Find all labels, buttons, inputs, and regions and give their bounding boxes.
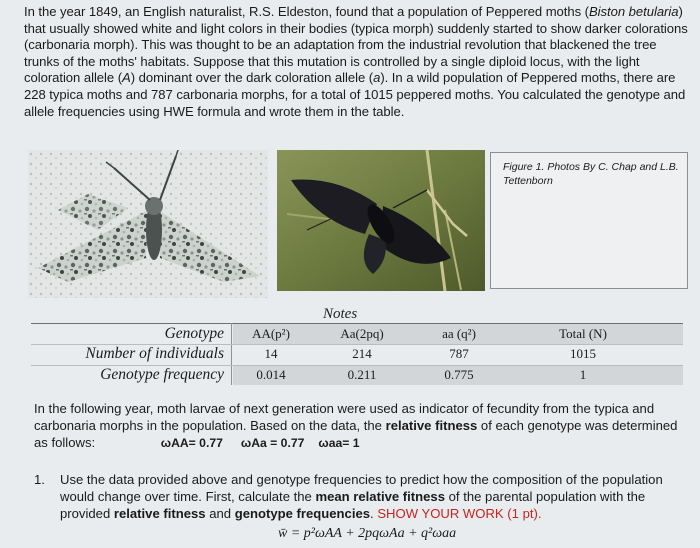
allele-dominant: A bbox=[122, 70, 131, 86]
q-text-2: of the parental population with the provided bbox=[60, 488, 646, 521]
figure-caption-box bbox=[490, 152, 688, 289]
header-aa-recessive: aa (q²) bbox=[442, 326, 476, 341]
q-bold-2: relative fitness bbox=[113, 505, 206, 521]
header-total: Total (N) bbox=[559, 326, 607, 341]
intro-text-3: ) dominant over the dark coloration allele ( bbox=[130, 70, 374, 86]
show-work-note: SHOW YOUR WORK (1 pt). bbox=[377, 505, 542, 521]
cell-value: 0.014 bbox=[256, 367, 286, 382]
typica-moth-photo bbox=[28, 150, 268, 298]
table-row bbox=[28, 365, 688, 385]
q-text-1: Use the data provided above and genotype frequencies to predict how the composition of the population would change over time. First, calculate the bbox=[60, 472, 663, 504]
q-text-3: and bbox=[205, 505, 235, 521]
cell-value: 14 bbox=[264, 346, 278, 361]
allele-recessive: a bbox=[373, 70, 381, 86]
para2-text-2: of each genotype was determined as follows: bbox=[34, 417, 678, 450]
row-label: Genotype frequency bbox=[100, 366, 224, 383]
cell-value: 214 bbox=[352, 346, 372, 361]
fitness-aa-dominant: ωAA= 0.77 bbox=[160, 435, 223, 450]
cell-value: 0.211 bbox=[347, 367, 377, 382]
mean-fitness-formula: w̄ = p²ωAA + 2pqωAa + q²ωaa bbox=[278, 526, 457, 541]
para2-text-1: In the following year, moth larvae of next generation were used as indicator of fecundity from the typica and carbonaria morphs in the population. Based on the data, the bbox=[34, 401, 655, 433]
intro-text-4: ). In a wild population of Peppered moths, there are 228 typica moths and 787 carbonaria morphs, for a total of 1015 peppered moths. You calculated the genotype and allele frequencies using HWE formula and wrote them in the table. bbox=[24, 70, 686, 119]
intro-text-2: ) that usually showed white and light colors in their bodies (typica morph) suddenly started to show darker colorations (carbonaria morph). This was thought to be an adaptation from the industrial revolution that blackened the tree trunks of the moths' habitats. Suppose that this mutation is controlled by a single diploid locus, with the light coloration allele ( bbox=[24, 4, 688, 86]
cell-value: 787 bbox=[449, 346, 469, 361]
intro-text-1: In the year 1849, an English naturalist, R.S. Eldeston, found that a population of Peppered moths ( bbox=[24, 4, 589, 19]
table-row bbox=[28, 344, 688, 364]
cell-value: 1015 bbox=[570, 346, 596, 361]
cell-value: 0.775 bbox=[444, 367, 474, 382]
row-label: Number of individuals bbox=[85, 345, 224, 362]
genotype-table bbox=[28, 306, 688, 388]
fitness-aa-recessive: ωaa= 1 bbox=[318, 435, 360, 450]
relative-fitness-term: relative fitness bbox=[385, 417, 478, 433]
q-bold-3: genotype frequencies bbox=[234, 505, 371, 521]
fitness-heterozygous: ωAa = 0.77 bbox=[240, 435, 305, 450]
q-text-4: . bbox=[370, 505, 378, 521]
intro-paragraph bbox=[24, 4, 692, 120]
header-heterozygous: Aa(2pq) bbox=[340, 326, 384, 341]
header-genotype: Genotype bbox=[164, 325, 224, 342]
q-bold-1: mean relative fitness bbox=[315, 488, 445, 504]
table-notes-label: Notes bbox=[323, 306, 358, 322]
header-aa-dominant: AA(p²) bbox=[252, 326, 290, 341]
question-number: 1. bbox=[34, 472, 45, 487]
question-text bbox=[60, 472, 684, 522]
fitness-paragraph bbox=[34, 401, 688, 451]
figure-caption: Figure 1. Photos By C. Chap and L.B. Tettenborn bbox=[503, 161, 679, 187]
cell-value: 1 bbox=[579, 367, 587, 382]
carbonaria-moth-photo bbox=[277, 150, 485, 291]
species-name: Biston betularia bbox=[589, 4, 679, 19]
table-header-row bbox=[28, 324, 688, 344]
